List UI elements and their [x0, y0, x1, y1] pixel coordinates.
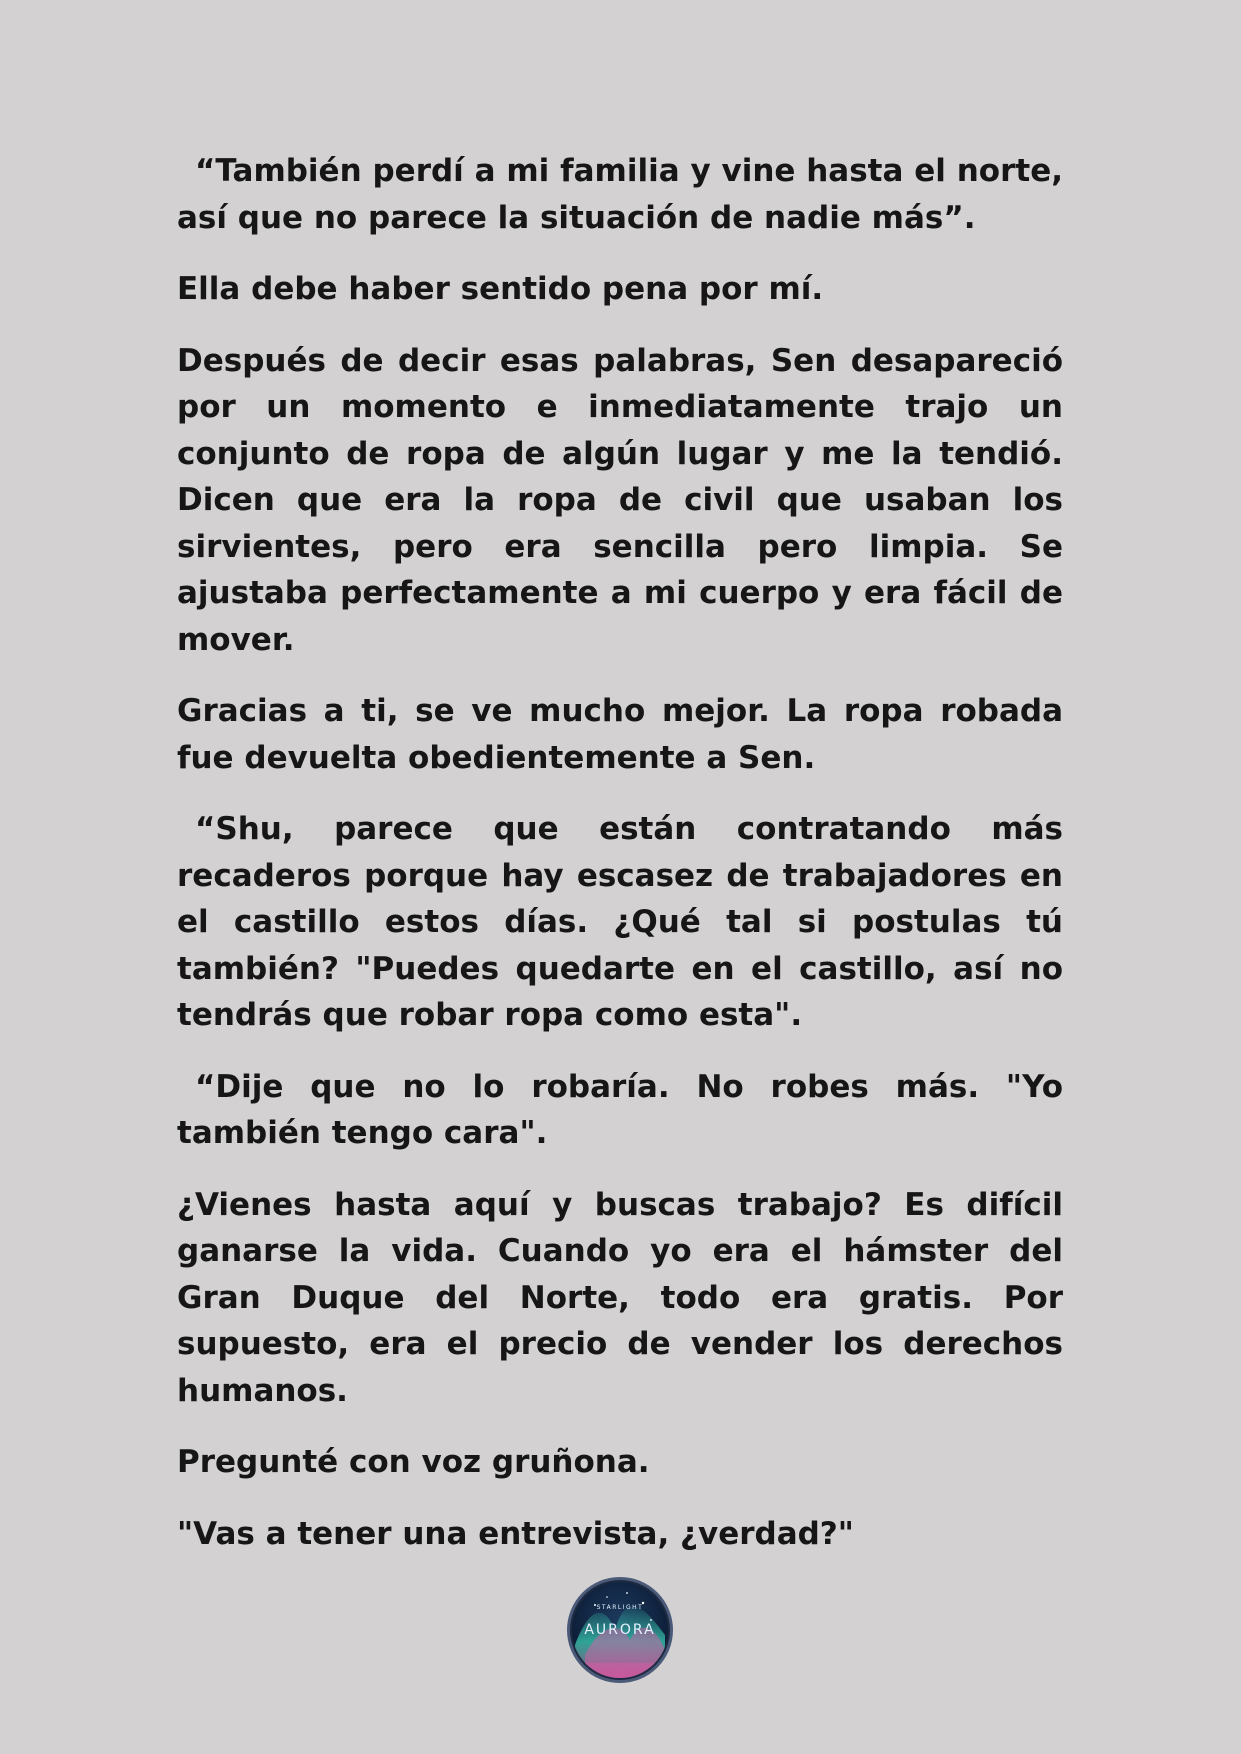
logo-top-text: STARLIGHT: [596, 1604, 644, 1611]
paragraph: “Dije que no lo robaría. No robes más. "Yo también tengo cara".: [177, 1068, 1063, 1151]
aurora-emblem-icon: [565, 1575, 675, 1685]
paragraph: ¿Vienes hasta aquí y buscas trabajo? Es difícil ganarse la vida. Cuando yo era el hámster del Gran Duque del Norte, todo era gratis. Por supuesto, era el precio de vender los derechos humanos.: [177, 1186, 1063, 1409]
aurora-logo: [565, 1575, 675, 1685]
paragraph: Ella debe haber sentido pena por mí.: [177, 271, 824, 307]
paragraph: Después de decir esas palabras, Sen desapareció por un momento e inmediatamente trajo un conjunto de ropa de algún lugar y me la tendió. Dicen que era la ropa de civil que usaban los sirvientes, pero era sencilla pero limpia. Se ajustaba perfectamente a mi cuerpo y era fácil de mover.: [177, 342, 1063, 658]
logo-main-text: AURORA: [584, 1622, 656, 1638]
paragraph: Gracias a ti, se ve mucho mejor. La ropa robada fue devuelta obedientemente a Sen.: [177, 693, 1063, 776]
paragraph: "Vas a tener una entrevista, ¿verdad?": [177, 1515, 854, 1552]
story-text: [177, 148, 1063, 1557]
paragraph: “También perdí a mi familia y vine hasta el norte, así que no parece la situación de nadie más”.: [177, 153, 1063, 236]
paragraph: “Shu, parece que están contratando más recaderos porque hay escasez de trabajadores en el castillo estos días. ¿Qué tal si postulas tú también? "Puedes quedarte en el castillo, así no tendrás que robar ropa como esta".: [177, 811, 1063, 1033]
paragraph: Pregunté con voz gruñona.: [177, 1444, 650, 1480]
